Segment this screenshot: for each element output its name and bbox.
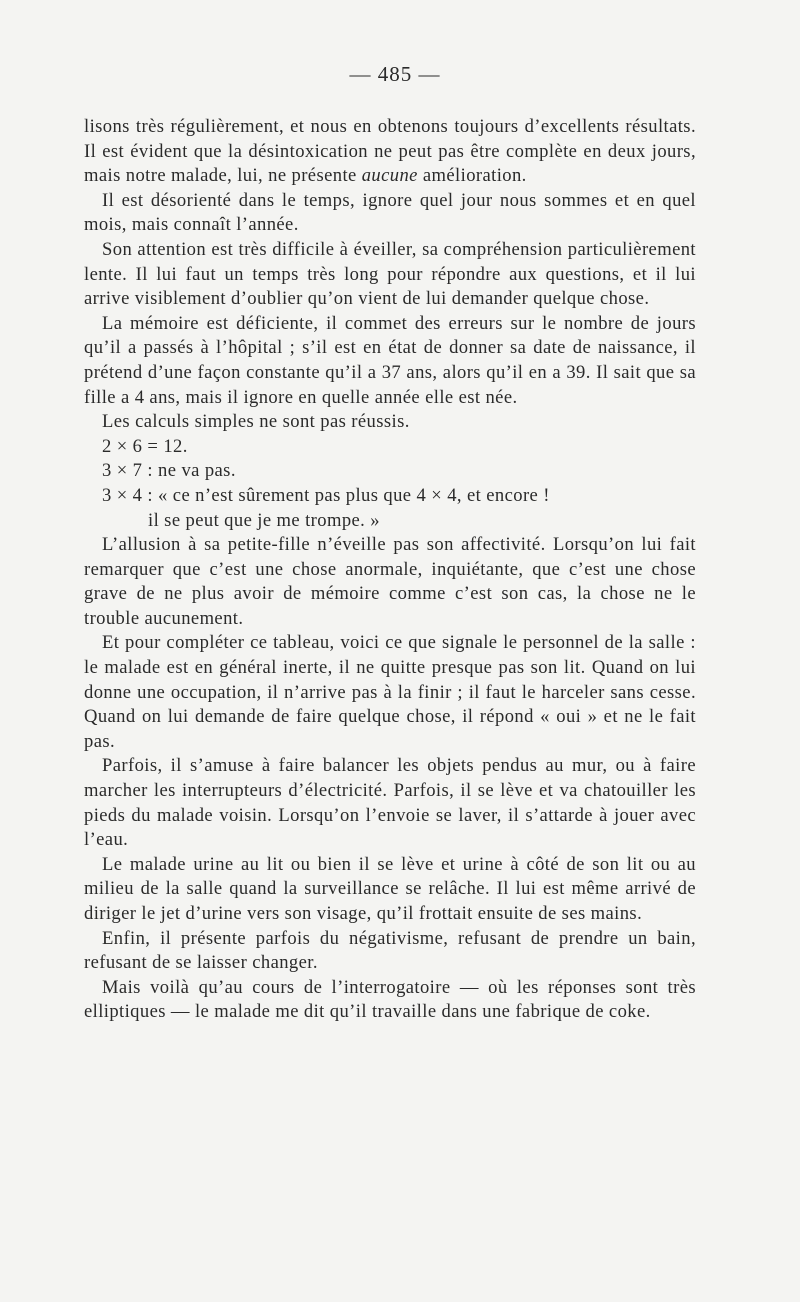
page-number: — 485 — <box>349 62 441 86</box>
paragraph-11: Mais voilà qu’au cours de l’interrogatoire — où les réponses sont très elliptiques — le malade me dit qu’il travaille dans une fabrique de coke. <box>84 976 696 1023</box>
paragraph-8: Parfois, il s’amuse à faire balancer les objets pendus au mur, ou à faire marcher les interrupteurs d’électricité. Parfois, il se lève et va chatouiller les pieds du malade voisin. Lorsqu’on l’envoie se laver, il s’attarde à jouer avec l’eau. <box>84 755 696 851</box>
paragraph-2: Il est désorienté dans le temps, ignore quel jour nous sommes et en quel mois, mais connaît l’année. <box>84 189 696 236</box>
paragraph-1 <box>84 115 696 189</box>
paragraph-1-text: lisons très régulièrement, et nous en obtenons toujours d’excellents résultats. Il est évident que la désintoxication ne peut pas être complète en deux jours, mais notre malade, lui, ne présente <box>84 116 696 187</box>
paragraph-1-end: amélioration. <box>422 165 527 187</box>
body-text <box>84 115 696 1025</box>
emphasis-aucune: aucune <box>361 165 418 187</box>
document-page <box>84 62 696 1025</box>
calculation-3: 3 × 4 : « ce n’est sûrement pas plus que 4 × 4, et encore ! <box>102 484 550 506</box>
calculation-1: 2 × 6 = 12. <box>102 435 188 457</box>
calculation-3-continued: il se peut que je me trompe. » <box>148 509 380 531</box>
paragraph-5: Les calculs simples ne sont pas réussis. <box>102 411 410 433</box>
paragraph-4: La mémoire est déficiente, il commet des erreurs sur le nombre de jours qu’il a passés à l’hôpital ; s’il est en état de donner sa date de naissance, il prétend d’une façon constante qu’il a 37 ans, alors qu’il en a 39. Il sait que sa fille a 4 ans, mais il ignore en quelle année elle est née. <box>84 312 696 408</box>
paragraph-3: Son attention est très difficile à éveiller, sa compréhension particulièrement lente. Il lui faut un temps très long pour répondre aux questions, et il lui arrive visiblement d’oublier qu’on vient de lui demander quelque chose. <box>84 238 696 310</box>
paragraph-7: Et pour compléter ce tableau, voici ce que signale le personnel de la salle : le malade est en général inerte, il ne quitte presque pas son lit. Quand on lui donne une occupation, il n’arrive pas à la finir ; il faut le harceler sans cesse. Quand on lui demande de faire quelque chose, il répond « oui » et ne le fait pas. <box>84 632 696 752</box>
paragraph-10: Enfin, il présente parfois du négativisme, refusant de prendre un bain, refusant de se laisser changer. <box>84 927 696 974</box>
paragraph-9: Le malade urine au lit ou bien il se lève et urine à côté de son lit ou au milieu de la salle quand la surveillance se relâche. Il lui est même arrivé de diriger le jet d’urine vers son visage, qu’il frottait ensuite de ses mains. <box>84 853 696 924</box>
calculation-2: 3 × 7 : ne va pas. <box>102 460 236 482</box>
paragraph-6: L’allusion à sa petite-fille n’éveille pas son affectivité. Lorsqu’on lui fait remarquer que c’est une chose anormale, inquiétante, que c’est une chose grave de ne plus avoir de mémoire comme c’est son cas, la chose ne le trouble aucunement. <box>84 534 696 629</box>
